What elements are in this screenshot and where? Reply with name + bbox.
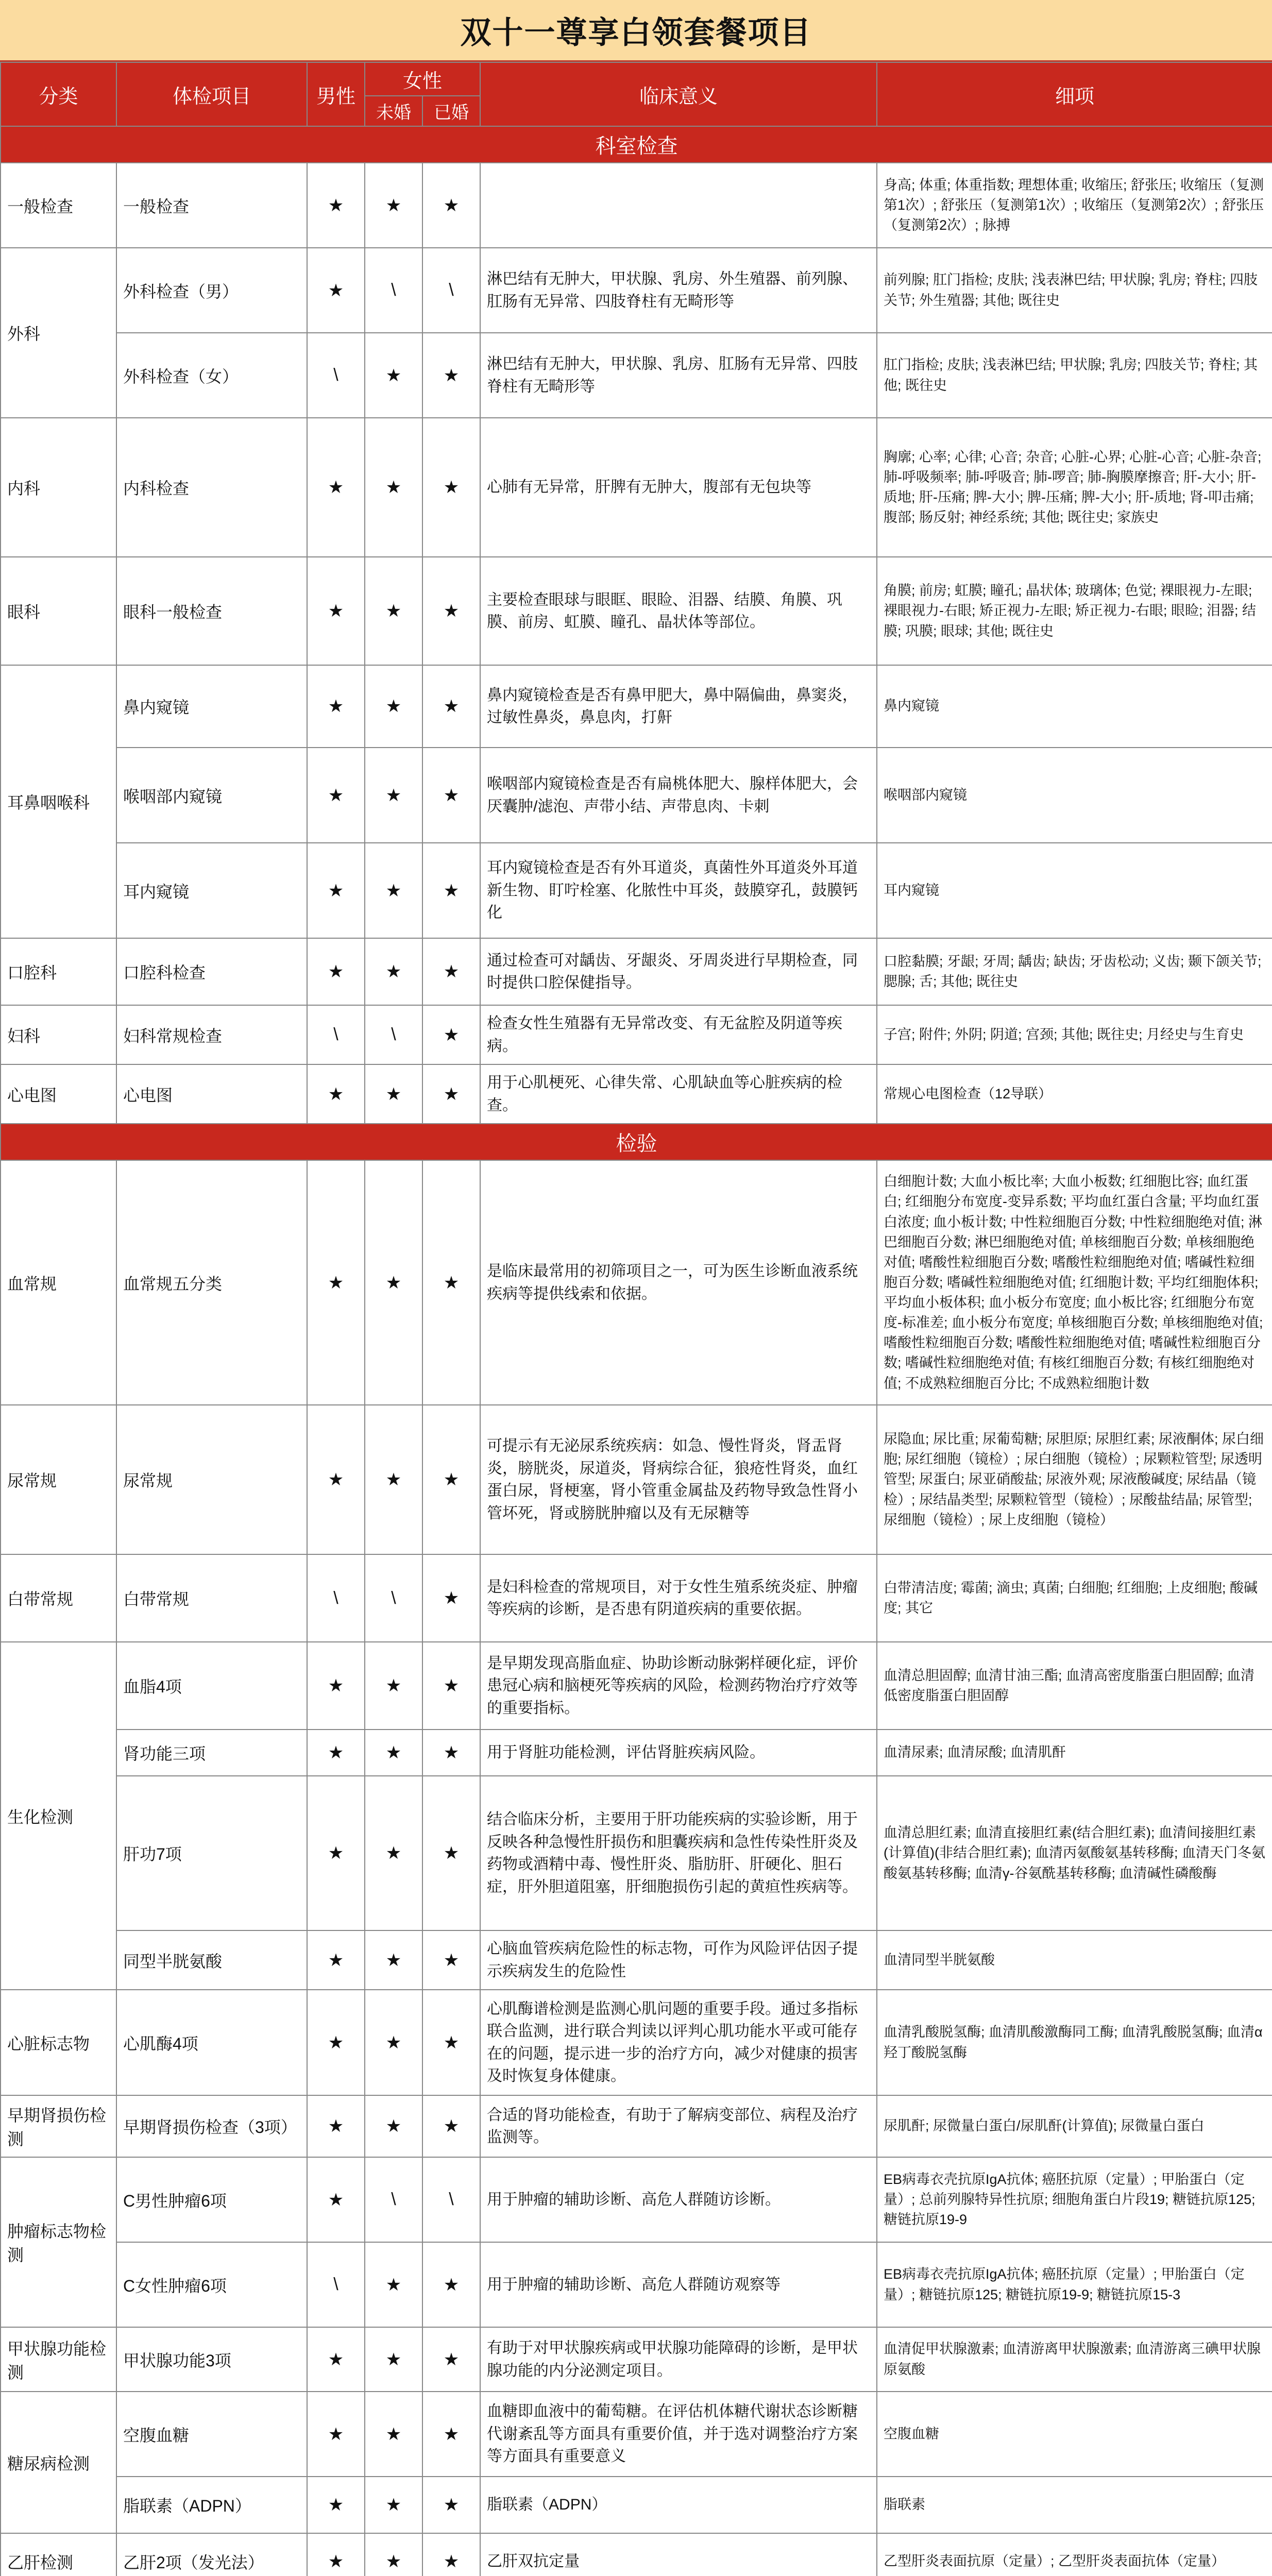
meaning-cell: 有助于对甲状腺疾病或甲状腺功能障碍的诊断，是甲状腺功能的内分泌测定项目。 — [480, 2327, 877, 2392]
unmarried-mark: ★ — [365, 1776, 422, 1930]
male-mark: ★ — [307, 557, 365, 665]
details-cell: 鼻内窥镜 — [877, 665, 1272, 748]
item-cell: 口腔科检查 — [116, 938, 307, 1005]
category-cell: 白带常规 — [1, 1554, 116, 1642]
male-mark: \ — [307, 333, 365, 418]
unmarried-mark: ★ — [365, 333, 422, 418]
item-cell: 鼻内窥镜 — [116, 665, 307, 748]
table-row — [1, 1776, 1272, 1930]
item-cell: 内科检查 — [116, 418, 307, 557]
male-mark: ★ — [307, 1930, 365, 1990]
header-female: 女性 — [365, 62, 480, 96]
married-mark: ★ — [422, 1405, 480, 1554]
details-cell: 角膜; 前房; 虹膜; 瞳孔; 晶状体; 玻璃体; 色觉; 裸眼视力-左眼; 裸眼视力-右眼; 矫正视力-左眼; 矫正视力-右眼; 眼睑; 泪器; 结膜; 巩膜; 眼球; 其他; 既往史 — [877, 557, 1272, 665]
header-meaning: 临床意义 — [480, 62, 877, 126]
header-item: 体检项目 — [116, 62, 307, 126]
meaning-cell: 结合临床分析，主要用于肝功能疾病的实验诊断，用于反映各种急慢性肝损伤和胆囊疾病和急性传染性肝炎及药物或酒精中毒、慢性肝炎、脂肪肝、肝硬化、胆石症，肝外胆道阻塞，肝细胞损伤引起的黄疸性疾病等。 — [480, 1776, 877, 1930]
male-mark: ★ — [307, 2533, 365, 2576]
married-mark: ★ — [422, 748, 480, 843]
married-mark: ★ — [422, 1730, 480, 1776]
details-cell: 血清同型半胱氨酸 — [877, 1930, 1272, 1990]
unmarried-mark: \ — [365, 1005, 422, 1064]
male-mark: \ — [307, 1005, 365, 1064]
male-mark: ★ — [307, 1064, 365, 1124]
male-mark: ★ — [307, 418, 365, 557]
male-mark: ★ — [307, 2392, 365, 2477]
details-cell: 血清乳酸脱氢酶; 血清肌酸激酶同工酶; 血清乳酸脱氢酶; 血清α羟丁酸脱氢酶 — [877, 1990, 1272, 2095]
category-cell: 肿瘤标志物检测 — [1, 2157, 116, 2327]
item-cell: 早期肾损伤检查（3项） — [116, 2095, 307, 2157]
married-mark: \ — [422, 248, 480, 333]
unmarried-mark: \ — [365, 2157, 422, 2242]
meaning-cell: 是早期发现高脂血症、协助诊断动脉粥样硬化症，评价患冠心病和脑梗死等疾病的风险，检测药物治疗疗效等的重要指标。 — [480, 1642, 877, 1730]
unmarried-mark: ★ — [365, 938, 422, 1005]
details-cell: 血清总胆红素; 血清直接胆红素(结合胆红素); 血清间接胆红素(计算值)(非结合胆红素); 血清丙氨酸氨基转移酶; 血清天门冬氨酸氨基转移酶; 血清γ-谷氨酰基转移酶; 血清碱性磷酸酶 — [877, 1776, 1272, 1930]
category-cell: 眼科 — [1, 557, 116, 665]
meaning-cell: 是临床最常用的初筛项目之一，可为医生诊断血液系统疾病等提供线索和依据。 — [480, 1160, 877, 1405]
unmarried-mark: ★ — [365, 2533, 422, 2576]
meaning-cell: 合适的肾功能检查，有助于了解病变部位、病程及治疗监测等。 — [480, 2095, 877, 2157]
male-mark: ★ — [307, 843, 365, 938]
married-mark: \ — [422, 2157, 480, 2242]
table-row — [1, 163, 1272, 248]
married-mark: ★ — [422, 665, 480, 748]
table-row — [1, 2327, 1272, 2392]
item-cell: 眼科一般检查 — [116, 557, 307, 665]
table-row — [1, 2533, 1272, 2576]
details-cell: 空腹血糖 — [877, 2392, 1272, 2477]
unmarried-mark: ★ — [365, 1064, 422, 1124]
category-cell: 糖尿病检测 — [1, 2392, 116, 2533]
married-mark: ★ — [422, 1642, 480, 1730]
details-cell: 白带清洁度; 霉菌; 滴虫; 真菌; 白细胞; 红细胞; 上皮细胞; 酸碱度; 其它 — [877, 1554, 1272, 1642]
item-cell: 外科检查（男） — [116, 248, 307, 333]
unmarried-mark: ★ — [365, 2242, 422, 2327]
male-mark: ★ — [307, 2095, 365, 2157]
meaning-cell — [480, 163, 877, 248]
item-cell: 耳内窥镜 — [116, 843, 307, 938]
category-cell: 乙肝检测 — [1, 2533, 116, 2576]
item-cell: 心电图 — [116, 1064, 307, 1124]
unmarried-mark: ★ — [365, 418, 422, 557]
details-cell: 血清促甲状腺激素; 血清游离甲状腺激素; 血清游离三碘甲状腺原氨酸 — [877, 2327, 1272, 2392]
unmarried-mark: ★ — [365, 1160, 422, 1405]
married-mark: ★ — [422, 2533, 480, 2576]
category-cell: 甲状腺功能检测 — [1, 2327, 116, 2392]
meaning-cell: 是妇科检查的常规项目，对于女性生殖系统炎症、肿瘤等疾病的诊断，是否患有阴道疾病的重要依据。 — [480, 1554, 877, 1642]
details-cell: 乙型肝炎表面抗原（定量）; 乙型肝炎表面抗体（定量） — [877, 2533, 1272, 2576]
item-cell: 肝功7项 — [116, 1776, 307, 1930]
married-mark: ★ — [422, 2242, 480, 2327]
male-mark: ★ — [307, 2157, 365, 2242]
male-mark: ★ — [307, 1990, 365, 2095]
male-mark: ★ — [307, 2327, 365, 2392]
header-unmarried: 未婚 — [365, 96, 422, 126]
details-cell: 常规心电图检查（12导联） — [877, 1064, 1272, 1124]
married-mark: ★ — [422, 557, 480, 665]
header-male: 男性 — [307, 62, 365, 126]
details-cell: 口腔黏膜; 牙龈; 牙周; 龋齿; 缺齿; 牙齿松动; 义齿; 颞下颌关节; 腮腺; 舌; 其他; 既往史 — [877, 938, 1272, 1005]
meaning-cell: 检查女性生殖器有无异常改变、有无盆腔及阴道等疾病。 — [480, 1005, 877, 1064]
meaning-cell: 用于肿瘤的辅助诊断、高危人群随访诊断。 — [480, 2157, 877, 2242]
married-mark: ★ — [422, 1064, 480, 1124]
male-mark: ★ — [307, 1642, 365, 1730]
table-row — [1, 665, 1272, 748]
details-cell: EB病毒衣壳抗原IgA抗体; 癌胚抗原（定量）; 甲胎蛋白（定量）; 总前列腺特异性抗原; 细胞角蛋白片段19; 糖链抗原125; 糖链抗原19-9 — [877, 2157, 1272, 2242]
category-cell: 内科 — [1, 418, 116, 557]
meaning-cell: 用于肾脏功能检测，评估肾脏疾病风险。 — [480, 1730, 877, 1776]
unmarried-mark: ★ — [365, 163, 422, 248]
package-table — [0, 62, 1272, 2576]
section-header-row — [1, 1124, 1272, 1160]
item-cell: 肾功能三项 — [116, 1730, 307, 1776]
married-mark: ★ — [422, 2392, 480, 2477]
unmarried-mark: ★ — [365, 748, 422, 843]
category-cell: 血常规 — [1, 1160, 116, 1405]
details-cell: 脂联素 — [877, 2477, 1272, 2533]
male-mark: ★ — [307, 248, 365, 333]
details-cell: 肛门指检; 皮肤; 浅表淋巴结; 甲状腺; 乳房; 四肢关节; 脊柱; 其他; 既往史 — [877, 333, 1272, 418]
unmarried-mark: ★ — [365, 1930, 422, 1990]
table-row — [1, 2477, 1272, 2533]
meaning-cell: 淋巴结有无肿大，甲状腺、乳房、肛肠有无异常、四肢脊柱有无畸形等 — [480, 333, 877, 418]
meaning-cell: 用于心肌梗死、心律失常、心肌缺血等心脏疾病的检查。 — [480, 1064, 877, 1124]
male-mark: \ — [307, 2242, 365, 2327]
item-cell: C女性肿瘤6项 — [116, 2242, 307, 2327]
unmarried-mark: ★ — [365, 2392, 422, 2477]
meaning-cell: 喉咽部内窥镜检查是否有扁桃体肥大、腺样体肥大，会厌囊肿/滤泡、声带小结、声带息肉、卡刺 — [480, 748, 877, 843]
male-mark: ★ — [307, 1160, 365, 1405]
item-cell: 脂联素（ADPN） — [116, 2477, 307, 2533]
married-mark: ★ — [422, 1990, 480, 2095]
unmarried-mark: ★ — [365, 843, 422, 938]
male-mark: ★ — [307, 1405, 365, 1554]
details-cell: 尿隐血; 尿比重; 尿葡萄糖; 尿胆原; 尿胆红素; 尿液酮体; 尿白细胞; 尿红细胞（镜检）; 尿白细胞（镜检）; 尿颗粒管型; 尿透明管型; 尿蛋白; 尿亚硝酸盐; 尿液外观; 尿液酸碱度; 尿结晶（镜检）; 尿结晶类型; 尿颗粒管型（镜检）; 尿酸盐结晶; 尿管型; 尿细胞（镜检）; 尿上皮细胞（镜检） — [877, 1405, 1272, 1554]
table-row — [1, 2392, 1272, 2477]
table-row — [1, 2242, 1272, 2327]
married-mark: ★ — [422, 843, 480, 938]
unmarried-mark: ★ — [365, 2095, 422, 2157]
section-header-row — [1, 126, 1272, 163]
table-row — [1, 938, 1272, 1005]
table-row — [1, 333, 1272, 418]
category-cell: 一般检查 — [1, 163, 116, 248]
table-row — [1, 1642, 1272, 1730]
married-mark: ★ — [422, 163, 480, 248]
married-mark: ★ — [422, 1930, 480, 1990]
male-mark: ★ — [307, 748, 365, 843]
item-cell: 同型半胱氨酸 — [116, 1930, 307, 1990]
male-mark: ★ — [307, 1730, 365, 1776]
meaning-cell: 血糖即血液中的葡萄糖。在评估机体糖代谢状态诊断糖代谢紊乱等方面具有重要价值，并于选对调整治疗方案等方面具有重要意义 — [480, 2392, 877, 2477]
meaning-cell: 心脑血管疾病危险性的标志物，可作为风险评估因子提示疾病发生的危险性 — [480, 1930, 877, 1990]
male-mark: ★ — [307, 1776, 365, 1930]
table-row — [1, 843, 1272, 938]
item-cell: 尿常规 — [116, 1405, 307, 1554]
unmarried-mark: \ — [365, 1554, 422, 1642]
meaning-cell: 脂联素（ADPN） — [480, 2477, 877, 2533]
item-cell: 白带常规 — [116, 1554, 307, 1642]
male-mark: ★ — [307, 2477, 365, 2533]
item-cell: C男性肿瘤6项 — [116, 2157, 307, 2242]
unmarried-mark: ★ — [365, 665, 422, 748]
category-cell: 尿常规 — [1, 1405, 116, 1554]
page-title: 双十一尊享白领套餐项目 — [460, 15, 812, 50]
male-mark: \ — [307, 1554, 365, 1642]
married-mark: ★ — [422, 1554, 480, 1642]
category-cell: 妇科 — [1, 1005, 116, 1064]
table-row — [1, 557, 1272, 665]
table-body — [1, 126, 1272, 2576]
category-cell: 口腔科 — [1, 938, 116, 1005]
item-cell: 乙肝2项（发光法） — [116, 2533, 307, 2576]
category-cell: 早期肾损伤检测 — [1, 2095, 116, 2157]
meaning-cell: 通过检查可对龋齿、牙龈炎、牙周炎进行早期检查，同时提供口腔保健指导。 — [480, 938, 877, 1005]
male-mark: ★ — [307, 665, 365, 748]
unmarried-mark: ★ — [365, 1642, 422, 1730]
item-cell: 一般检查 — [116, 163, 307, 248]
category-cell: 生化检测 — [1, 1642, 116, 1990]
married-mark: ★ — [422, 2477, 480, 2533]
title-bar — [0, 0, 1272, 62]
table-row — [1, 248, 1272, 333]
table-row — [1, 2095, 1272, 2157]
table-row — [1, 1005, 1272, 1064]
item-cell: 空腹血糖 — [116, 2392, 307, 2477]
meaning-cell: 乙肝双抗定量 — [480, 2533, 877, 2576]
meaning-cell: 心肌酶谱检测是监测心肌问题的重要手段。通过多指标联合监测，进行联合判读以评判心肌功能水平或可能存在的问题，提示进一步的治疗方向，减少对健康的损害及时恢复身体健康。 — [480, 1990, 877, 2095]
male-mark: ★ — [307, 938, 365, 1005]
item-cell: 外科检查（女） — [116, 333, 307, 418]
table-row — [1, 418, 1272, 557]
meaning-cell: 用于肿瘤的辅助诊断、高危人群随访观察等 — [480, 2242, 877, 2327]
married-mark: ★ — [422, 418, 480, 557]
table-row — [1, 2157, 1272, 2242]
married-mark: ★ — [422, 938, 480, 1005]
unmarried-mark: ★ — [365, 2477, 422, 2533]
item-cell: 血常规五分类 — [116, 1160, 307, 1405]
category-cell: 心电图 — [1, 1064, 116, 1124]
item-cell: 甲状腺功能3项 — [116, 2327, 307, 2392]
table-row — [1, 1405, 1272, 1554]
details-cell: 血清尿素; 血清尿酸; 血清肌酐 — [877, 1730, 1272, 1776]
meaning-cell: 淋巴结有无肿大，甲状腺、乳房、外生殖器、前列腺、肛肠有无异常、四肢脊柱有无畸形等 — [480, 248, 877, 333]
details-cell: 耳内窥镜 — [877, 843, 1272, 938]
meaning-cell: 可提示有无泌尿系统疾病：如急、慢性肾炎，肾盂肾炎，膀胱炎，尿道炎，肾病综合征，狼疮性肾炎，血红蛋白尿，肾梗塞，肾小管重金属盐及药物导致急性肾小管坏死，肾或膀胱肿瘤以及有无尿糖等 — [480, 1405, 877, 1554]
table-row — [1, 1730, 1272, 1776]
unmarried-mark: ★ — [365, 2327, 422, 2392]
unmarried-mark: ★ — [365, 1730, 422, 1776]
meaning-cell: 心肺有无异常，肝脾有无肿大，腹部有无包块等 — [480, 418, 877, 557]
unmarried-mark: ★ — [365, 1405, 422, 1554]
header-details: 细项 — [877, 62, 1272, 126]
details-cell: 喉咽部内窥镜 — [877, 748, 1272, 843]
category-cell: 心脏标志物 — [1, 1990, 116, 2095]
item-cell: 妇科常规检查 — [116, 1005, 307, 1064]
details-cell: 子宫; 附件; 外阴; 阴道; 宫颈; 其他; 既往史; 月经史与生育史 — [877, 1005, 1272, 1064]
category-cell: 外科 — [1, 248, 116, 418]
unmarried-mark: ★ — [365, 1990, 422, 2095]
unmarried-mark: ★ — [365, 557, 422, 665]
details-cell: 前列腺; 肛门指检; 皮肤; 浅表淋巴结; 甲状腺; 乳房; 脊柱; 四肢关节; 外生殖器; 其他; 既往史 — [877, 248, 1272, 333]
married-mark: ★ — [422, 333, 480, 418]
table-row — [1, 1990, 1272, 2095]
unmarried-mark: \ — [365, 248, 422, 333]
married-mark: ★ — [422, 1776, 480, 1930]
meaning-cell: 主要检查眼球与眼眶、眼睑、泪器、结膜、角膜、巩膜、前房、虹膜、瞳孔、晶状体等部位。 — [480, 557, 877, 665]
details-cell: 尿肌酐; 尿微量白蛋白/尿肌酐(计算值); 尿微量白蛋白 — [877, 2095, 1272, 2157]
section-title: 检验 — [1, 1124, 1272, 1160]
meaning-cell: 耳内窥镜检查是否有外耳道炎，真菌性外耳道炎外耳道新生物、盯咛栓塞、化脓性中耳炎，鼓膜穿孔，鼓膜钙化 — [480, 843, 877, 938]
table-row — [1, 1160, 1272, 1405]
table-row — [1, 1554, 1272, 1642]
item-cell: 心肌酶4项 — [116, 1990, 307, 2095]
details-cell: 血清总胆固醇; 血清甘油三酯; 血清高密度脂蛋白胆固醇; 血清低密度脂蛋白胆固醇 — [877, 1642, 1272, 1730]
married-mark: ★ — [422, 2095, 480, 2157]
married-mark: ★ — [422, 2327, 480, 2392]
male-mark: ★ — [307, 163, 365, 248]
item-cell: 血脂4项 — [116, 1642, 307, 1730]
category-cell: 耳鼻咽喉科 — [1, 665, 116, 938]
item-cell: 喉咽部内窥镜 — [116, 748, 307, 843]
details-cell: EB病毒衣壳抗原IgA抗体; 癌胚抗原（定量）; 甲胎蛋白（定量）; 糖链抗原125; 糖链抗原19-9; 糖链抗原15-3 — [877, 2242, 1272, 2327]
section-title: 科室检查 — [1, 126, 1272, 163]
details-cell: 胸廓; 心率; 心律; 心音; 杂音; 心脏-心界; 心脏-心音; 心脏-杂音; 肺-呼吸频率; 肺-呼吸音; 肺-啰音; 肺-胸膜摩擦音; 肝-大小; 肝-质地; 肝-压痛; 脾-大小; 脾-压痛; 脾-大小; 肝-质地; 肾-叩击痛; 腹部; 肠反射; 神经系统; 其他; 既往史; 家族史 — [877, 418, 1272, 557]
details-cell: 白细胞计数; 大血小板比率; 大血小板数; 红细胞比容; 血红蛋白; 红细胞分布宽度-变异系数; 平均血红蛋白含量; 平均血红蛋白浓度; 血小板计数; 中性粒细胞百分数; 中性粒细胞绝对值; 淋巴细胞百分数; 淋巴细胞绝对值; 单核细胞百分数; 单核细胞绝对值; 嗜酸性粒细胞百分数; 嗜酸性粒细胞绝对值; 嗜碱性粒细胞百分数; 嗜碱性粒细胞绝对值; 红细胞计数; 平均红细胞体积; 平均血小板体积; 血小板分布宽度; 血小板比容; 红细胞分布宽度-标准差; 血小板分布宽度; 单核细胞百分数; 单核细胞绝对值; 嗜酸性粒细胞百分数; 嗜酸性粒细胞绝对值; 嗜碱性粒细胞百分数; 嗜碱性粒细胞绝对值; 有核红细胞百分数; 有核红细胞绝对值; 不成熟粒细胞百分比; 不成熟粒细胞计数 — [877, 1160, 1272, 1405]
table-row — [1, 1930, 1272, 1990]
table-row — [1, 1064, 1272, 1124]
table-header — [1, 62, 1272, 126]
meaning-cell: 鼻内窥镜检查是否有鼻甲肥大，鼻中隔偏曲，鼻窦炎，过敏性鼻炎，鼻息肉，打鼾 — [480, 665, 877, 748]
details-cell: 身高; 体重; 体重指数; 理想体重; 收缩压; 舒张压; 收缩压（复测第1次）; 舒张压（复测第1次）; 收缩压（复测第2次）; 舒张压（复测第2次）; 脉搏 — [877, 163, 1272, 248]
header-category: 分类 — [1, 62, 116, 126]
married-mark: ★ — [422, 1005, 480, 1064]
table-row — [1, 748, 1272, 843]
header-married: 已婚 — [422, 96, 480, 126]
married-mark: ★ — [422, 1160, 480, 1405]
